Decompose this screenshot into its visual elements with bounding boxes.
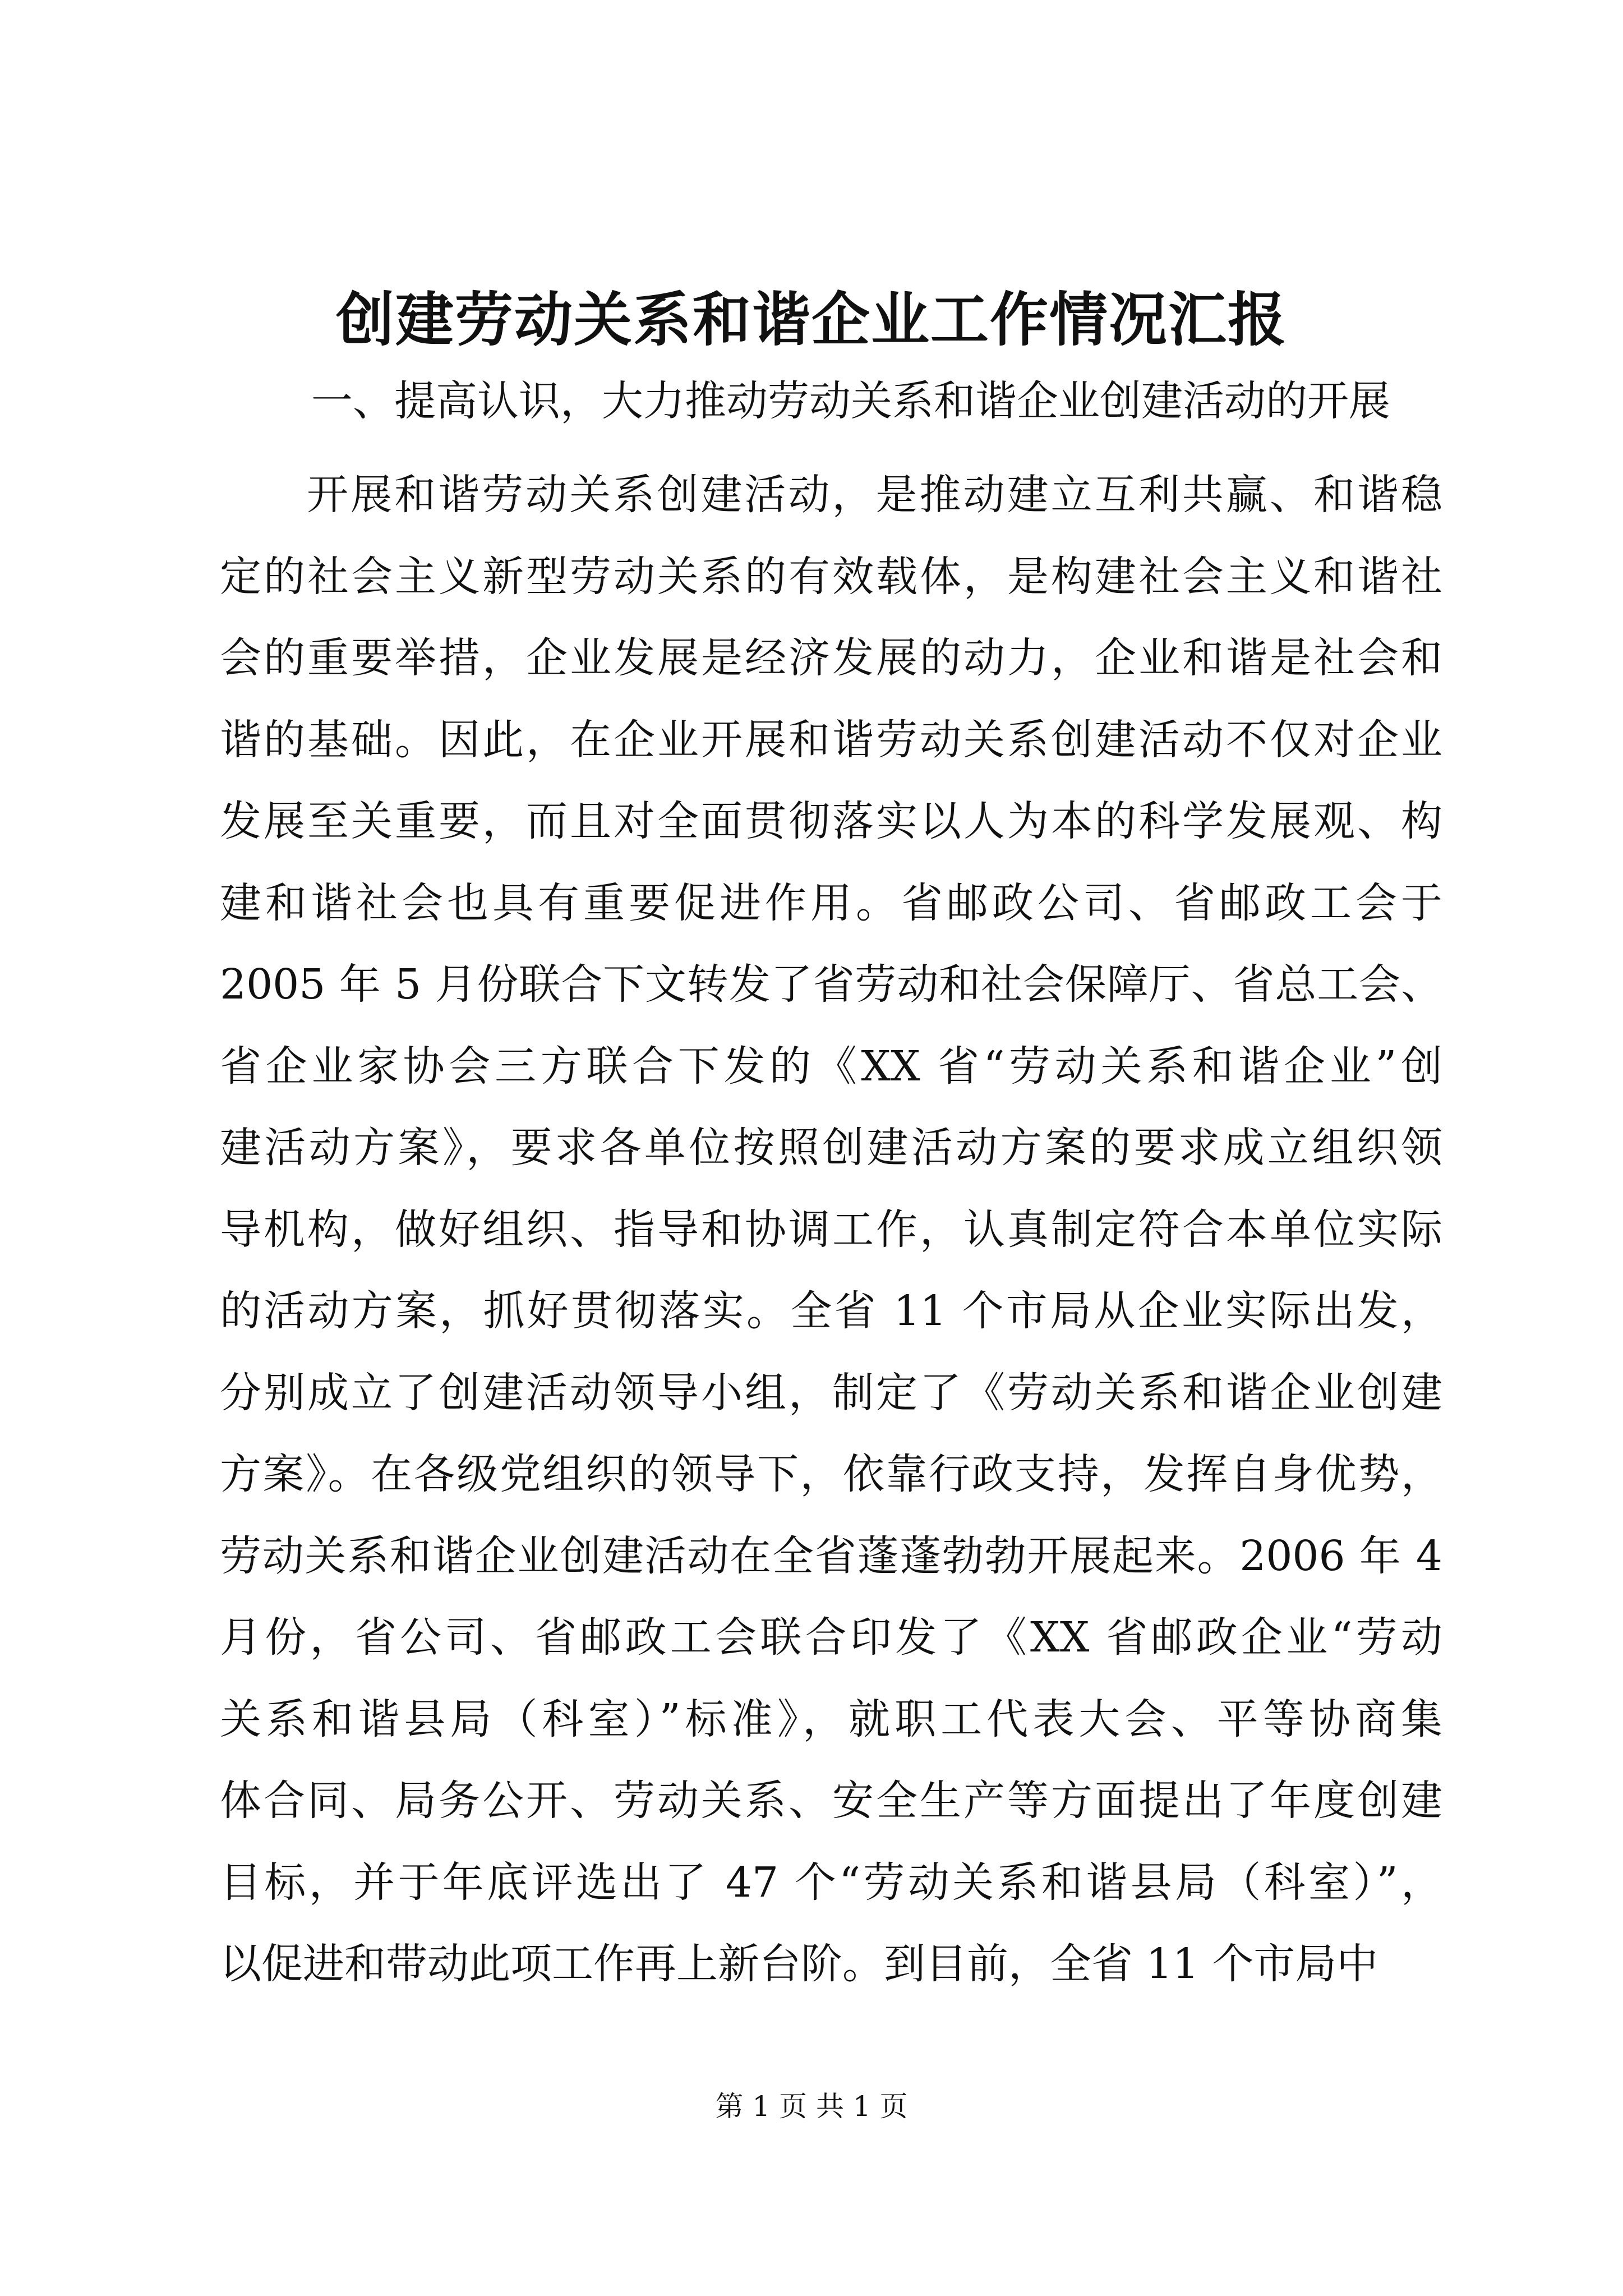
paragraph-line: 谐的基础。因此，在企业开展和谐劳动关系创建活动不仅对企业 [220,715,1442,764]
paragraph-line: 省企业家协会三方联合下发的《XX 省“劳动关系和谐企业”创 [220,1042,1442,1091]
paragraph-line: 开展和谐劳动关系创建活动，是推动建立互利共赢、和谐稳 [307,471,1442,519]
paragraph-line: 以促进和带动此项工作再上新台阶。到目前，全省 11 个市局中 [220,1940,1378,1988]
paragraph-line: 发展至关重要，而且对全面贯彻落实以人为本的科学发展观、构 [220,797,1442,845]
paragraph-line: 关系和谐县局（科室）”标准》，就职工代表大会、平等协商集 [220,1695,1442,1743]
paragraph-line: 分别成立了创建活动领导小组，制定了《劳动关系和谐企业创建 [220,1368,1442,1417]
paragraph-line: 建活动方案》，要求各单位按照创建活动方案的要求成立组织领 [220,1124,1442,1172]
paragraph-line: 月份，省公司、省邮政工会联合印发了《XX 省邮政企业“劳动 [220,1613,1442,1662]
paragraph-line: 的活动方案，抓好贯彻落实。全省 11 个市局从企业实际出发， [220,1287,1442,1335]
section-heading: 一、提高认识，大力推动劳动关系和谐企业创建活动的开展 [311,377,1390,425]
document-title: 创建劳动关系和谐企业工作情况汇报 [335,285,1287,354]
paragraph-line: 定的社会主义新型劳动关系的有效载体，是构建社会主义和谐社 [220,552,1442,601]
paragraph-line: 目标，并于年底评选出了 47 个“劳动关系和谐县局（科室）”， [220,1858,1442,1907]
paragraph-line: 导机构，做好组织、指导和协调工作，认真制定符合本单位实际 [220,1205,1442,1254]
paragraph-line: 2005 年 5 月份联合下文转发了省劳动和社会保障厅、省总工会、 [220,960,1442,1009]
paragraph-line: 体合同、局务公开、劳动关系、安全生产等方面提出了年度创建 [220,1777,1442,1825]
page-indicator: 第 1 页 共 1 页 [715,2090,908,2123]
paragraph-line: 建和谐社会也具有重要促进作用。省邮政公司、省邮政工会于 [220,878,1442,927]
paragraph-line: 劳动关系和谐企业创建活动在全省蓬蓬勃勃开展起来。2006 年 4 [220,1531,1442,1580]
paragraph-line: 会的重要举措，企业发展是经济发展的动力，企业和谐是社会和 [220,634,1442,682]
body-paragraph [220,454,1442,2005]
paragraph-line: 方案》。在各级党组织的领导下，依靠行政支持，发挥自身优势， [220,1450,1442,1498]
